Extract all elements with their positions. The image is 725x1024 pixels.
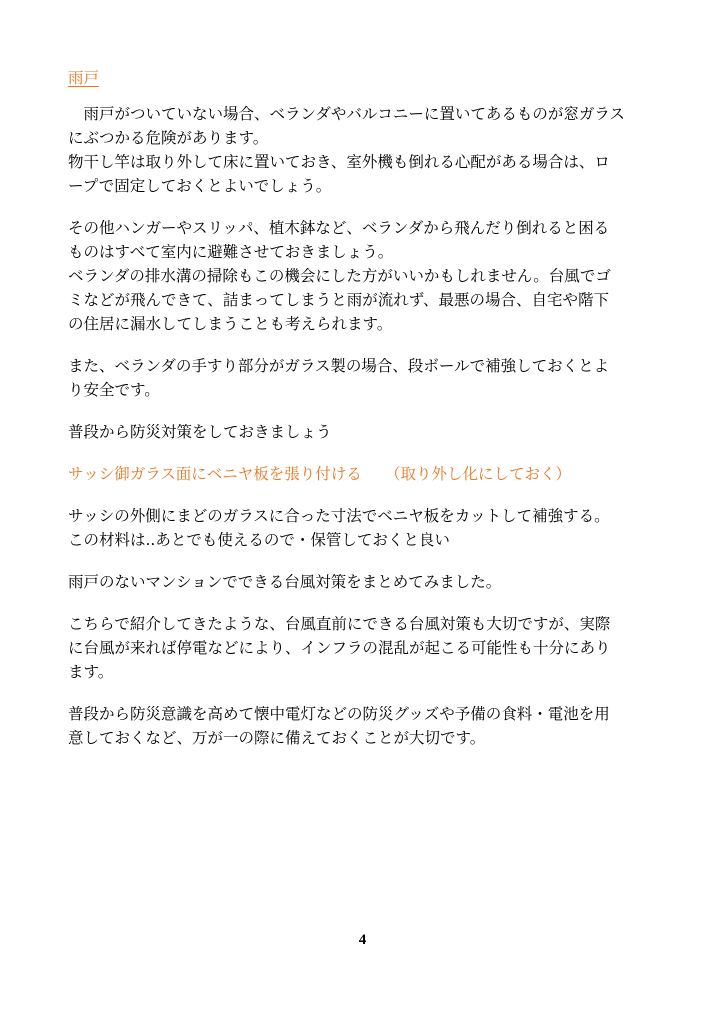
paragraph-daily-prep [68, 420, 662, 444]
paragraph-plywood-reinforce [68, 504, 662, 552]
text-line: に台風が来れば停電などにより、インフラの混乱が起こる可能性も十分にあり [68, 639, 611, 657]
paragraph-spacer [68, 402, 662, 420]
page-number: 4 [358, 932, 367, 948]
paragraph-emergency-supplies [68, 702, 662, 750]
paragraph-spacer [68, 552, 662, 570]
subheading-plywood [68, 462, 662, 486]
text-line: ベランダの排水溝の掃除もこの機会にした方がいいかもしれません。台風でゴ [68, 267, 611, 285]
text-line: その他ハンガーやスリッパ、植木鉢など、ベランダから飛んだり倒れると困る [68, 219, 610, 237]
paragraph-spacer [68, 198, 662, 216]
paragraph-power-outage [68, 612, 662, 684]
paragraph-spacer [68, 684, 662, 702]
text-line: り安全です。 [68, 381, 160, 399]
text-line: 意しておくなど、万が一の際に備えておくことが大切です。 [68, 729, 486, 747]
text-line: サッシの外側にまどのガラスに合った寸法でベニヤ板をカットして補強する。 [68, 507, 610, 525]
section-heading: 雨戸 [68, 69, 100, 87]
paragraph-summary [68, 570, 662, 594]
text-line: 普段から防災対策をしておきましょう [68, 423, 332, 441]
paragraph-no-shutter-risk [68, 102, 662, 198]
text-line: サッシ御ガラス面にベニヤ板を張り付ける （取り外し化にしておく） [68, 465, 571, 483]
text-line: ものはすべて室内に避難させておきましょう。 [68, 243, 394, 261]
paragraph-spacer [68, 594, 662, 612]
text-line: 雨戸がついていない場合、ベランダやバルコニーに置いてあるものが窓ガラス [68, 105, 625, 123]
text-line: の住居に漏水してしまうことも考えられます。 [68, 315, 393, 333]
text-line: 物干し竿は取り外して床に置いておき、室外機も倒れる心配がある場合は、ロ [68, 153, 610, 171]
text-line: にぶつかる危険があります。 [68, 129, 269, 147]
text-line: こちらで紹介してきたような、台風直前にできる台風対策も大切ですが、実際 [68, 615, 611, 633]
text-line: 普段から防災意識を高めて懐中電灯などの防災グッズや予備の食料・電池を用 [68, 705, 610, 723]
text-line: ミなどが飛んできて、詰まってしまうと雨が流れず、最悪の場合、自宅や階下 [68, 291, 609, 309]
paragraph-glass-railing [68, 354, 662, 402]
text-line: また、ベランダの手すり部分がガラス製の場合、段ボールで補強しておくとよ [68, 357, 610, 375]
document-body [68, 66, 662, 750]
paragraph-spacer [68, 336, 662, 354]
paragraph-spacer [68, 486, 662, 504]
paragraph-evacuate-items [68, 216, 662, 336]
text-line: ープで固定しておくとよいでしょう。 [68, 177, 332, 195]
text-line: この材料は..あとでも使えるので・保管しておくと良い [68, 531, 450, 549]
text-line: ます。 [68, 663, 114, 681]
text-line: 雨戸のないマンションでできる台風対策をまとめてみました。 [68, 573, 502, 591]
paragraph-spacer [68, 444, 662, 462]
